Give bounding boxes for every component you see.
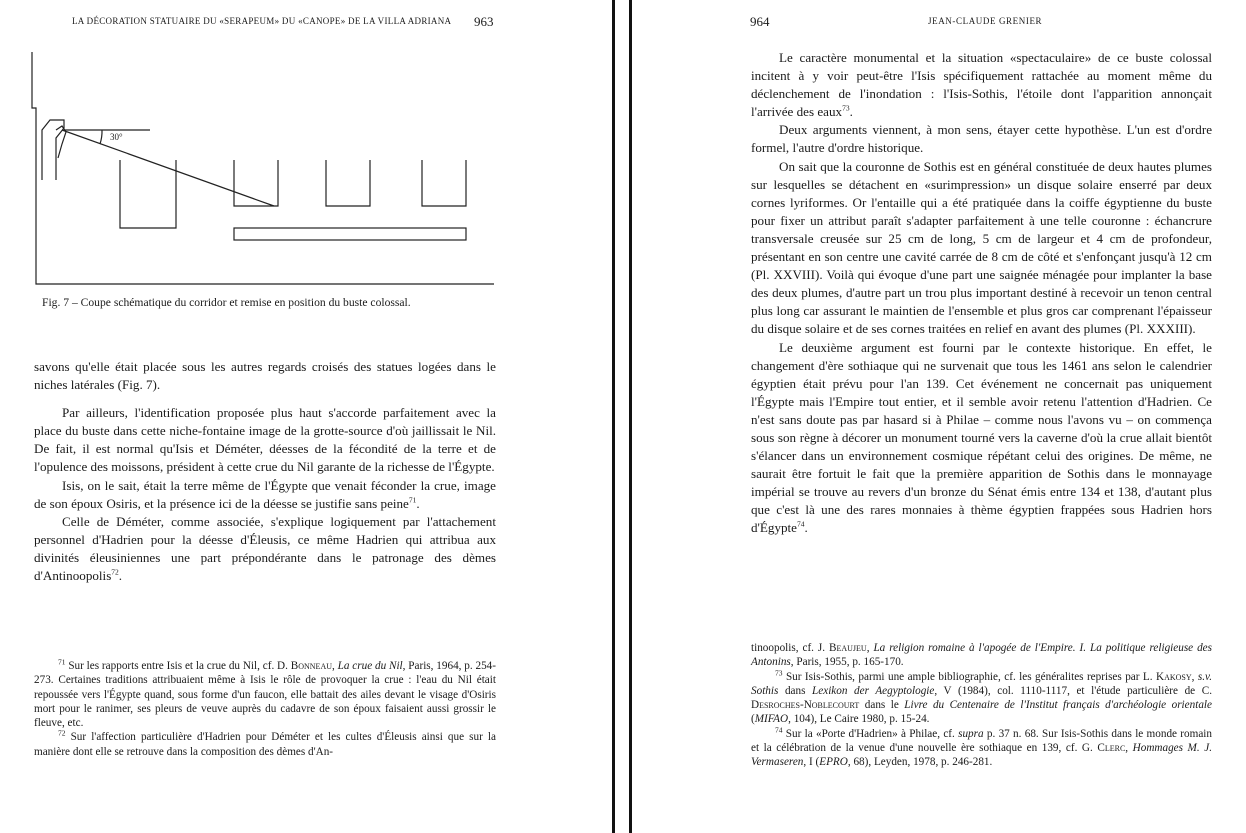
running-head: JEAN-CLAUDE GRENIER [928,16,1043,26]
paragraph: Isis, on le sait, était la terre même de l'Égypte que venait féconder la crue, image de son époux Osiris, et la présence ici de la déesse se justifie sans peine$^{71}$. [34,477,496,511]
left-body-text [34,358,496,585]
footnote-continuation: tinoopolis, cf. J. Beaujeu, La religion romaine à l'apogée de l'Empire. I. La politique religieuse des Antonins, Paris, 1955, p. 165-170. [751,642,1212,669]
gutter-left [612,0,615,833]
corridor-left-wall [32,52,494,284]
note-ref: 72 [111,567,119,577]
lateral-niche-1 [120,160,176,228]
footnote: $^{71}$ Sur les rapports entre Isis et la crue du Nil, cf. D. Bonneau, La crue du Nil, Paris, 1964, p. 254-273. Certaines traditions attribuaient même à Isis le rôle de provoquer la crue : l'eau du Nil était repoussée vers l'Égypte quand, sous forme d'un faucon, elle battait des ailes devant le visage d'Osiris mort pour le ranimer, ses pleurs de veuve auprès du cadavre de son époux faisaient aussi grossir le fleuve, etc. [34,657,496,730]
running-head: LA DÉCORATION STATUAIRE DU «SERAPEUM» DU «CANOPE» DE LA VILLA ADRIANA [72,16,452,26]
angle-label: 30° [110,132,123,142]
page-number: 964 [750,14,770,29]
paragraph: Celle de Déméter, comme associée, s'explique logiquement par l'attachement personnel d'Hadrien pour la déesse d'Éleusis, ce même Hadrien qui attribua aux divinités éleusiniennes une part prépondérante dans le patronage des dèmes d'Antinoopolis$^{72}$. [34,513,496,584]
note-ref: 71 [408,495,417,505]
page-number: 963 [474,14,494,29]
figure-7-section-diagram [28,48,498,288]
left-page [0,0,612,833]
paragraph: On sait que la couronne de Sothis est en général constituée de deux hautes plumes sur lesquelles se détachent en «surimpression» un disque solaire enserré par deux cornes lyriformes. Or l'entaille qui a été pratiquée dans la coiffe égyptienne du buste pour fixer un attribut paraît s'adapter parfaitement à une telle couronne : échancrure transversale creusée sur 25 cm de long, 5 cm de largeur et 4 cm de profondeur, présentant en son centre une cavité carrée de 8 cm de côté et s'enfonçant jusqu'à 12 cm (Pl. XXVIII). Voilà qui évoque d'une part une saignée ménagée pour implanter la base des deux plumes, d'autre part un trou plus important destiné à recevoir un tenon central plus long car assurant le maintien de l'ensemble et plus gros car comprenant l'épaisseur du disque solaire et de ses cornes traitées en relief en avant des plumes (Pl. XXXIII). [751,158,1212,337]
right-page [632,0,1246,833]
lateral-niche-4 [422,160,466,206]
paragraph: Deux arguments viennent, à mon sens, étayer cette hypothèse. L'un est d'ordre formel, l'autre d'ordre historique. [751,122,1212,156]
base-slab [234,228,466,240]
note-ref: 74 [797,520,805,530]
note-ref: 73 [842,103,850,113]
right-body-text [751,49,1212,538]
paragraph: Le caractère monumental et la situation «spectaculaire» de ce buste colossal incitent à y voir peut-être l'Isis spécifiquement rattachée au moment même du déclenchement de l'inondation : l'Isis-Sothis, l'étoile dont l'apparition annonçait l'arrivée des eaux$^{73}$. [751,50,1212,120]
paragraph: Par ailleurs, l'identification proposée plus haut s'accorde parfaitement avec la place du buste dans cette niche-fontaine image de la grotte-source d'où jaillissait le Nil. De fait, il est normal qu'Isis et Déméter, déesses de la fécondité de la terre et de l'opulence des moissons, président à cette crue du Nil garante de la richesse de l'Égypte. [34,405,496,475]
lateral-niche-3 [326,160,370,206]
paragraph: Le deuxième argument est fourni par le contexte historique. En effet, le changement d'ère sothiaque qui ne survenait que tous les 1461 ans selon le calendrier égyptien était prévu pour l'an 139. Cet événement ne concernait pas uniquement l'Égypte mais l'Empire tout entier, et il semble avoir retenu l'attention d'Hadrien. Ce n'est sans doute pas par hasard si à Philae – comme nous l'avons vu – on commença sous son règne à décorer un monument tourné vers la caverne d'où la crue allait bientôt s'élancer dans un environnement cosmique répétant celui des origines. De même, ne saurait être fortuit le fait que la première apparition de Sothis dans le monnayage impérial se trouve au revers d'un bronze du Sénat émis entre 134 et 138, d'autant plus que c'est là une des rares monnaies à thème égyptien frappées sous Hadrien hors d'Égypte$^{74}$. [751,339,1212,536]
footnote: $^{74}$ Sur la «Porte d'Hadrien» à Philae, cf. supra p. 37 n. 68. Sur Isis-Sothis dans le monde romain et la célébration de la venue d'une nouvelle ère sothiaque en 139, cf. G. Clerc, Hommages M. J. Vermaseren, I (EPRO, 68), Leyden, 1978, p. 246-281. [751,725,1212,769]
footnote: $^{73}$ Sur Isis-Sothis, parmi une ample bibliographie, cf. les généralites reprises par L. Kakosy, s.v. Sothis dans Lexikon der Aegyptologie, V (1984), col. 1110-1117, et l'étude particulière de C. Desroches-Noblecourt dans le Livre du Centenaire de l'Institut français d'archéologie orientale (MIFAO, 104), Le Caire 1980, p. 15-24. [751,667,1212,726]
left-footnotes [34,659,496,759]
angle-arc [100,130,102,144]
figure-caption: Fig. 7 – Coupe schématique du corridor et remise en position du buste colossal. [42,296,411,309]
footnote: $^{72}$ Sur l'affection particulière d'Hadrien pour Déméter et les cultes d'Éleusis ainsi que sur la manière dont elle se retrouve dans la composition des dèmes d'An- [34,728,496,758]
right-footnotes [751,641,1212,770]
sightline [62,130,274,206]
paragraph: savons qu'elle était placée sous les autres regards croisés des statues logées dans le niches latérales (Fig. 7). [34,359,496,393]
